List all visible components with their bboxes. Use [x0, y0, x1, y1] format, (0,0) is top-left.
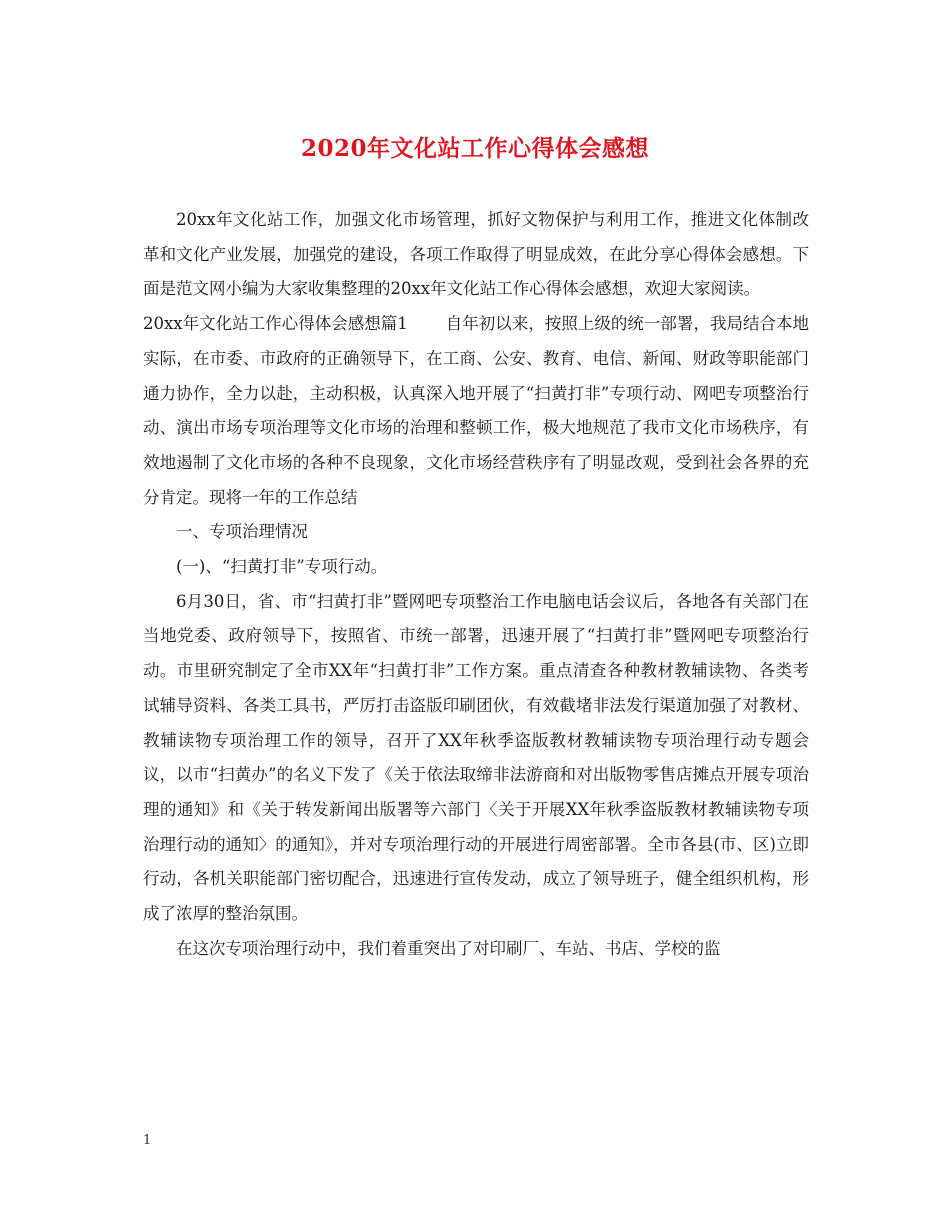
- section-paragraph: [143, 307, 809, 515]
- paragraph-2: 在这次专项治理行动中，我们着重突出了对印刷厂、车站、书店、学校的监: [176, 938, 721, 958]
- subheading-1: 一、专项治理情况: [176, 522, 308, 542]
- paragraph-1: 6月30日，省、市“扫黄打非”暨网吧专项整治工作电脑电话会议后，各地各有关部门在当地党委、政府领导下，按照省、市统一部署，迅速开展了“扫黄打非”暨网吧专项整治行动。市里研究制定了全市XX年“扫黄打非”工作方案。重点清查各种教材教辅读物、各类考试辅导资料、各类工具书，严厉打击盗版印刷团伙，有效截堵非法发行渠道加强了对教材、教辅读物专项治理工作的领导，召开了XX年秋季盗版教材教辅读物专项治理行动专题会议，以市“扫黄办”的名义下发了《关于依法取缔非法游商和对出版物零售店摊点开展专项治理的通知》和《关于转发新闻出版署等六部门〈关于开展XX年秋季盗版教材教辅读物专项治理行动的通知〉的通知》，并对专项治理行动的开展进行周密部署。全市各县(市、区)立即行动，各机关职能部门密切配合，迅速进行宣传发动，成立了领导班子，健全组织机构，形成了浓厚的整治氛围。: [143, 591, 809, 924]
- page-number: 1: [143, 1133, 152, 1148]
- intro-paragraph: 20xx年文化站工作，加强文化市场管理，抓好文物保护与利用工作，推进文化体制改革和文化产业发展，加强党的建设，各项工作取得了明显成效，在此分享心得体会感想。下面是范文网小编为大家收集整理的20xx年文化站工作心得体会感想，欢迎大家阅读。: [143, 210, 809, 299]
- section-body: 自年初以来，按照上级的统一部署，我局结合本地实际，在市委、市政府的正确领导下，在工商、公安、教育、电信、新闻、财政等职能部门通力协作，全力以赴，主动积极，认真深入地开展了“扫黄打非”专项行动、网吧专项整治行动、演出市场专项治理等文化市场的治理和整顿工作，极大地规范了我市文化市场秩序，有效地遏制了文化市场的各种不良现象，文化市场经营秩序有了明显改观，受到社会各界的充分肯定。现将一年的工作总结: [143, 314, 810, 507]
- section-heading: 20xx年文化站工作心得体会感想篇1: [143, 314, 408, 334]
- document-title: 2020年文化站工作心得体会感想: [300, 135, 649, 162]
- subheading-2: (一)、“扫黄打非”专项行动。: [176, 557, 388, 577]
- document-body: [143, 203, 809, 966]
